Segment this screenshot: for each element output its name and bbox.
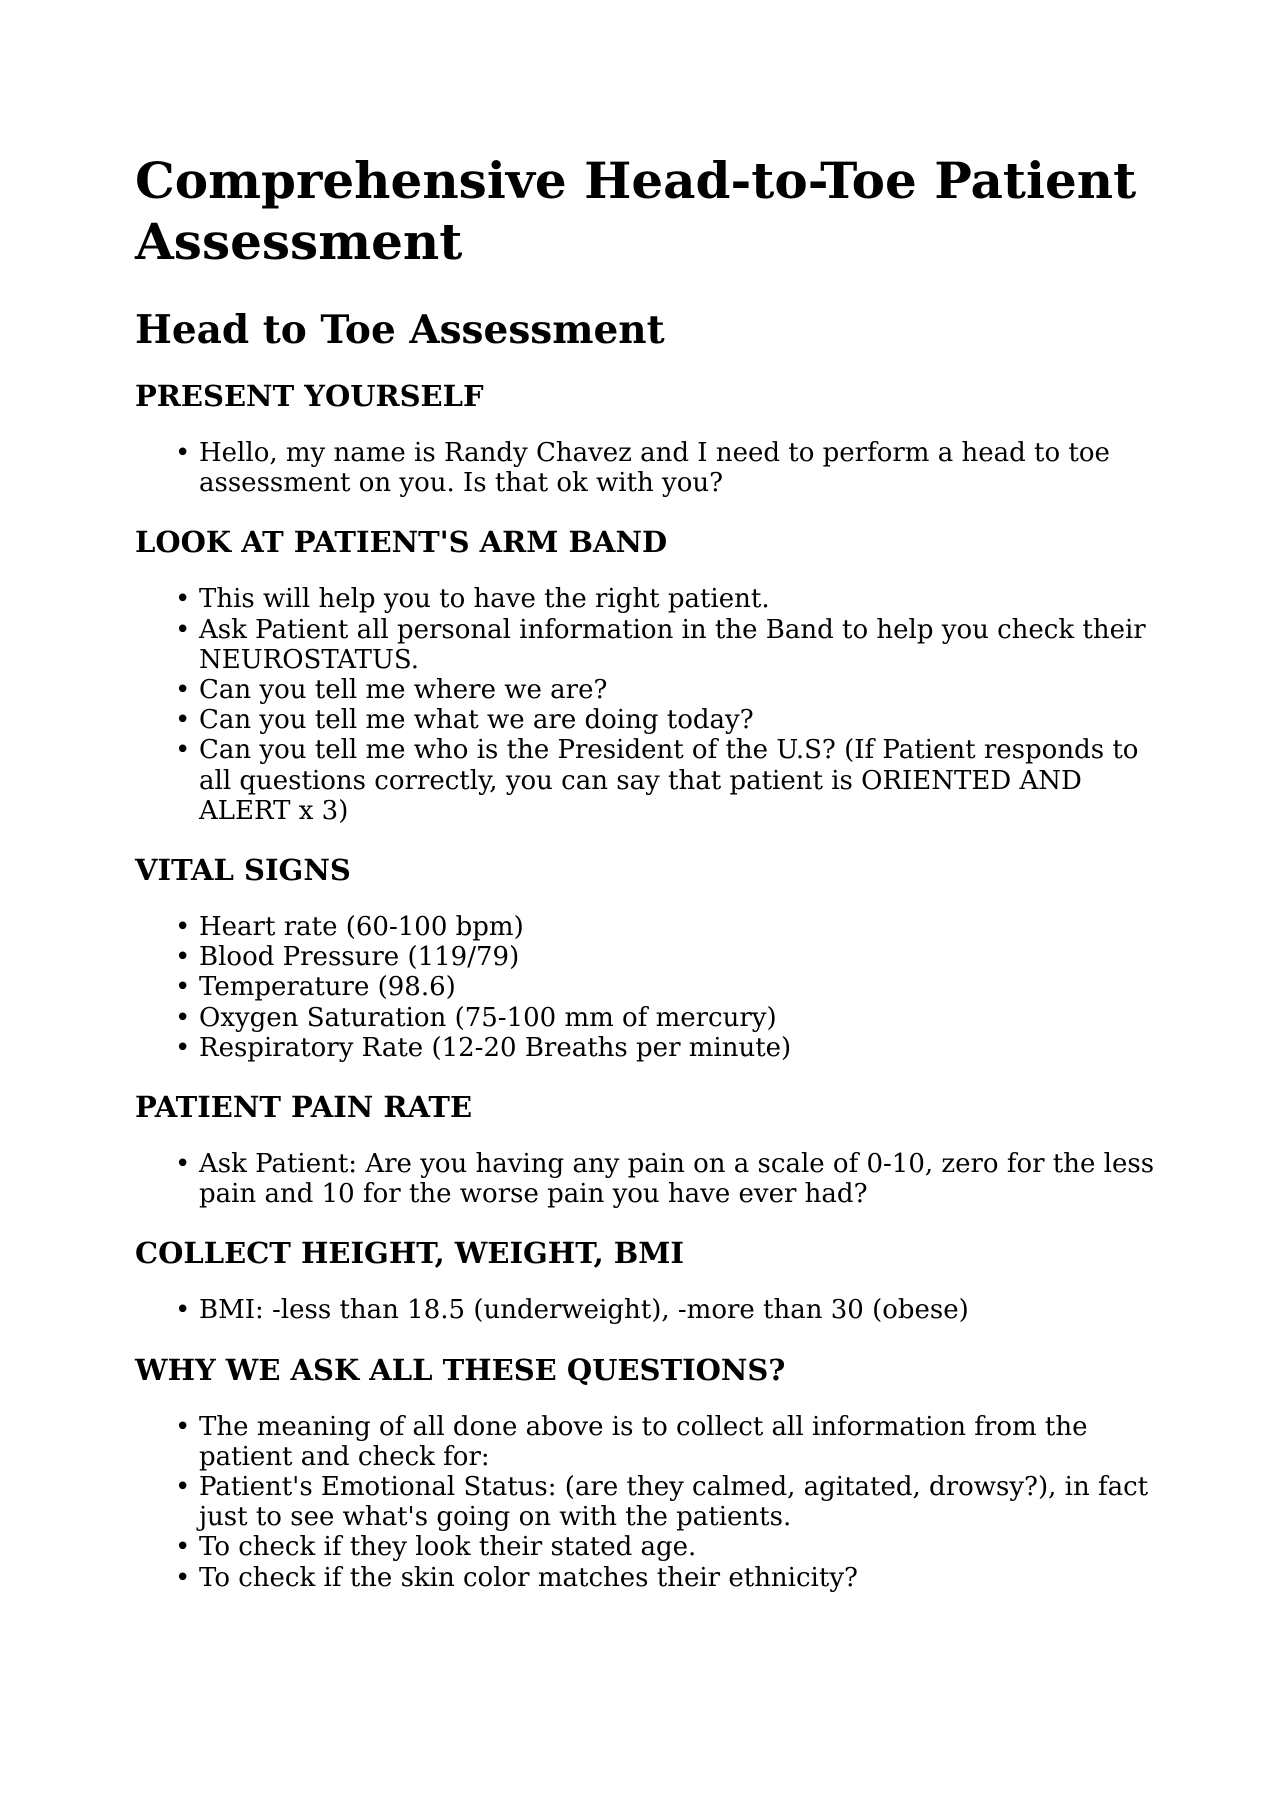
bullet-list bbox=[135, 584, 1155, 826]
list-item-text: This will help you to have the right patient. bbox=[199, 584, 770, 615]
bullet-icon: • bbox=[175, 675, 191, 706]
list-item-text: Blood Pressure (119/79) bbox=[199, 942, 520, 973]
list-item-text: To check if the skin color matches their ethnicity? bbox=[199, 1562, 858, 1593]
bullet-icon: • bbox=[175, 1002, 191, 1033]
list-item-text: Heart rate (60-100 bpm) bbox=[199, 912, 524, 943]
list-item-text: Can you tell me who is the President of the U.S? (If Patient responds to all questions correctly, you can say that patient is ORIENTED AND ALERT x 3) bbox=[199, 735, 1139, 826]
bullet-icon: • bbox=[175, 735, 191, 766]
list-item-text: BMI: -less than 18.5 (underweight), -more than 30 (obese) bbox=[199, 1295, 969, 1326]
bullet-icon: • bbox=[175, 942, 191, 973]
section-heading: PATIENT PAIN RATE bbox=[135, 1090, 473, 1125]
list-item-text: Ask Patient all personal information in the Band to help you check their NEUROSTATUS. bbox=[199, 614, 1146, 675]
list-item-text: Respiratory Rate (12-20 Breaths per minute) bbox=[199, 1032, 792, 1063]
list-item bbox=[175, 675, 1155, 706]
section-heading: LOOK AT PATIENT'S ARM BAND bbox=[135, 525, 668, 560]
bullet-icon: • bbox=[175, 1562, 191, 1593]
section-heading: COLLECT HEIGHT, WEIGHT, BMI bbox=[135, 1236, 684, 1271]
bullet-icon: • bbox=[175, 1532, 191, 1563]
list-item-text: Hello, my name is Randy Chavez and I need to perform a head to toe assessment on you. Is that ok with you? bbox=[199, 438, 1110, 499]
section-arm-band bbox=[135, 524, 1155, 826]
list-item bbox=[175, 705, 1155, 736]
section-heading: VITAL SIGNS bbox=[135, 853, 351, 888]
bullet-list bbox=[135, 1295, 1155, 1325]
document-page bbox=[135, 150, 1155, 1619]
bullet-list bbox=[135, 912, 1155, 1063]
list-item-text: Temperature (98.6) bbox=[199, 972, 456, 1003]
list-item bbox=[175, 614, 1155, 675]
bullet-icon: • bbox=[175, 1149, 191, 1180]
section-heading: PRESENT YOURSELF bbox=[135, 379, 484, 413]
section-pain-rate bbox=[135, 1089, 1155, 1209]
bullet-list bbox=[135, 1412, 1155, 1593]
list-item bbox=[175, 1149, 1155, 1210]
list-item bbox=[175, 1032, 1155, 1063]
section-vital-signs bbox=[135, 852, 1155, 1063]
list-item bbox=[175, 942, 1155, 973]
bullet-icon: • bbox=[175, 1472, 191, 1503]
bullet-list bbox=[135, 1149, 1155, 1209]
bullet-list bbox=[135, 438, 1155, 498]
list-item-text: Can you tell me where we are? bbox=[199, 675, 608, 706]
list-item bbox=[175, 1562, 1155, 1593]
list-item bbox=[175, 1472, 1155, 1533]
list-item bbox=[175, 735, 1155, 826]
list-item bbox=[175, 912, 1155, 943]
list-item bbox=[175, 972, 1155, 1003]
list-item bbox=[175, 438, 1155, 499]
bullet-icon: • bbox=[175, 614, 191, 645]
section-present-yourself bbox=[135, 378, 1155, 498]
list-item-text: Can you tell me what we are doing today? bbox=[199, 705, 754, 736]
bullet-icon: • bbox=[175, 438, 191, 468]
list-item bbox=[175, 584, 1155, 615]
bullet-icon: • bbox=[175, 1295, 191, 1326]
list-item-text: Patient's Emotional Status: (are they calmed, agitated, drowsy?), in fact just to see what's going on with the patients. bbox=[199, 1472, 1149, 1533]
bullet-icon: • bbox=[175, 972, 191, 1003]
list-item bbox=[175, 1411, 1155, 1472]
list-item-text: To check if they look their stated age. bbox=[199, 1532, 697, 1563]
list-item-text: Oxygen Saturation (75-100 mm of mercury) bbox=[199, 1002, 777, 1033]
list-item-text: Ask Patient: Are you having any pain on a scale of 0-10, zero for the less pain and 10 for the worse pain you have ever had? bbox=[199, 1149, 1155, 1210]
list-item-text: The meaning of all done above is to collect all information from the patient and check for: bbox=[199, 1411, 1088, 1472]
bullet-icon: • bbox=[175, 1032, 191, 1063]
list-item bbox=[175, 1295, 1155, 1326]
document-title: Comprehensive Head-to-Toe Patient Assessment bbox=[135, 151, 1137, 271]
document-subtitle: Head to Toe Assessment bbox=[135, 307, 665, 353]
list-item bbox=[175, 1532, 1155, 1563]
bullet-icon: • bbox=[175, 912, 191, 943]
section-why-questions bbox=[135, 1352, 1155, 1593]
bullet-icon: • bbox=[175, 584, 191, 615]
list-item bbox=[175, 1002, 1155, 1033]
bullet-icon: • bbox=[175, 705, 191, 736]
section-height-weight-bmi bbox=[135, 1235, 1155, 1325]
section-heading: WHY WE ASK ALL THESE QUESTIONS? bbox=[135, 1352, 786, 1387]
bullet-icon: • bbox=[175, 1411, 191, 1442]
